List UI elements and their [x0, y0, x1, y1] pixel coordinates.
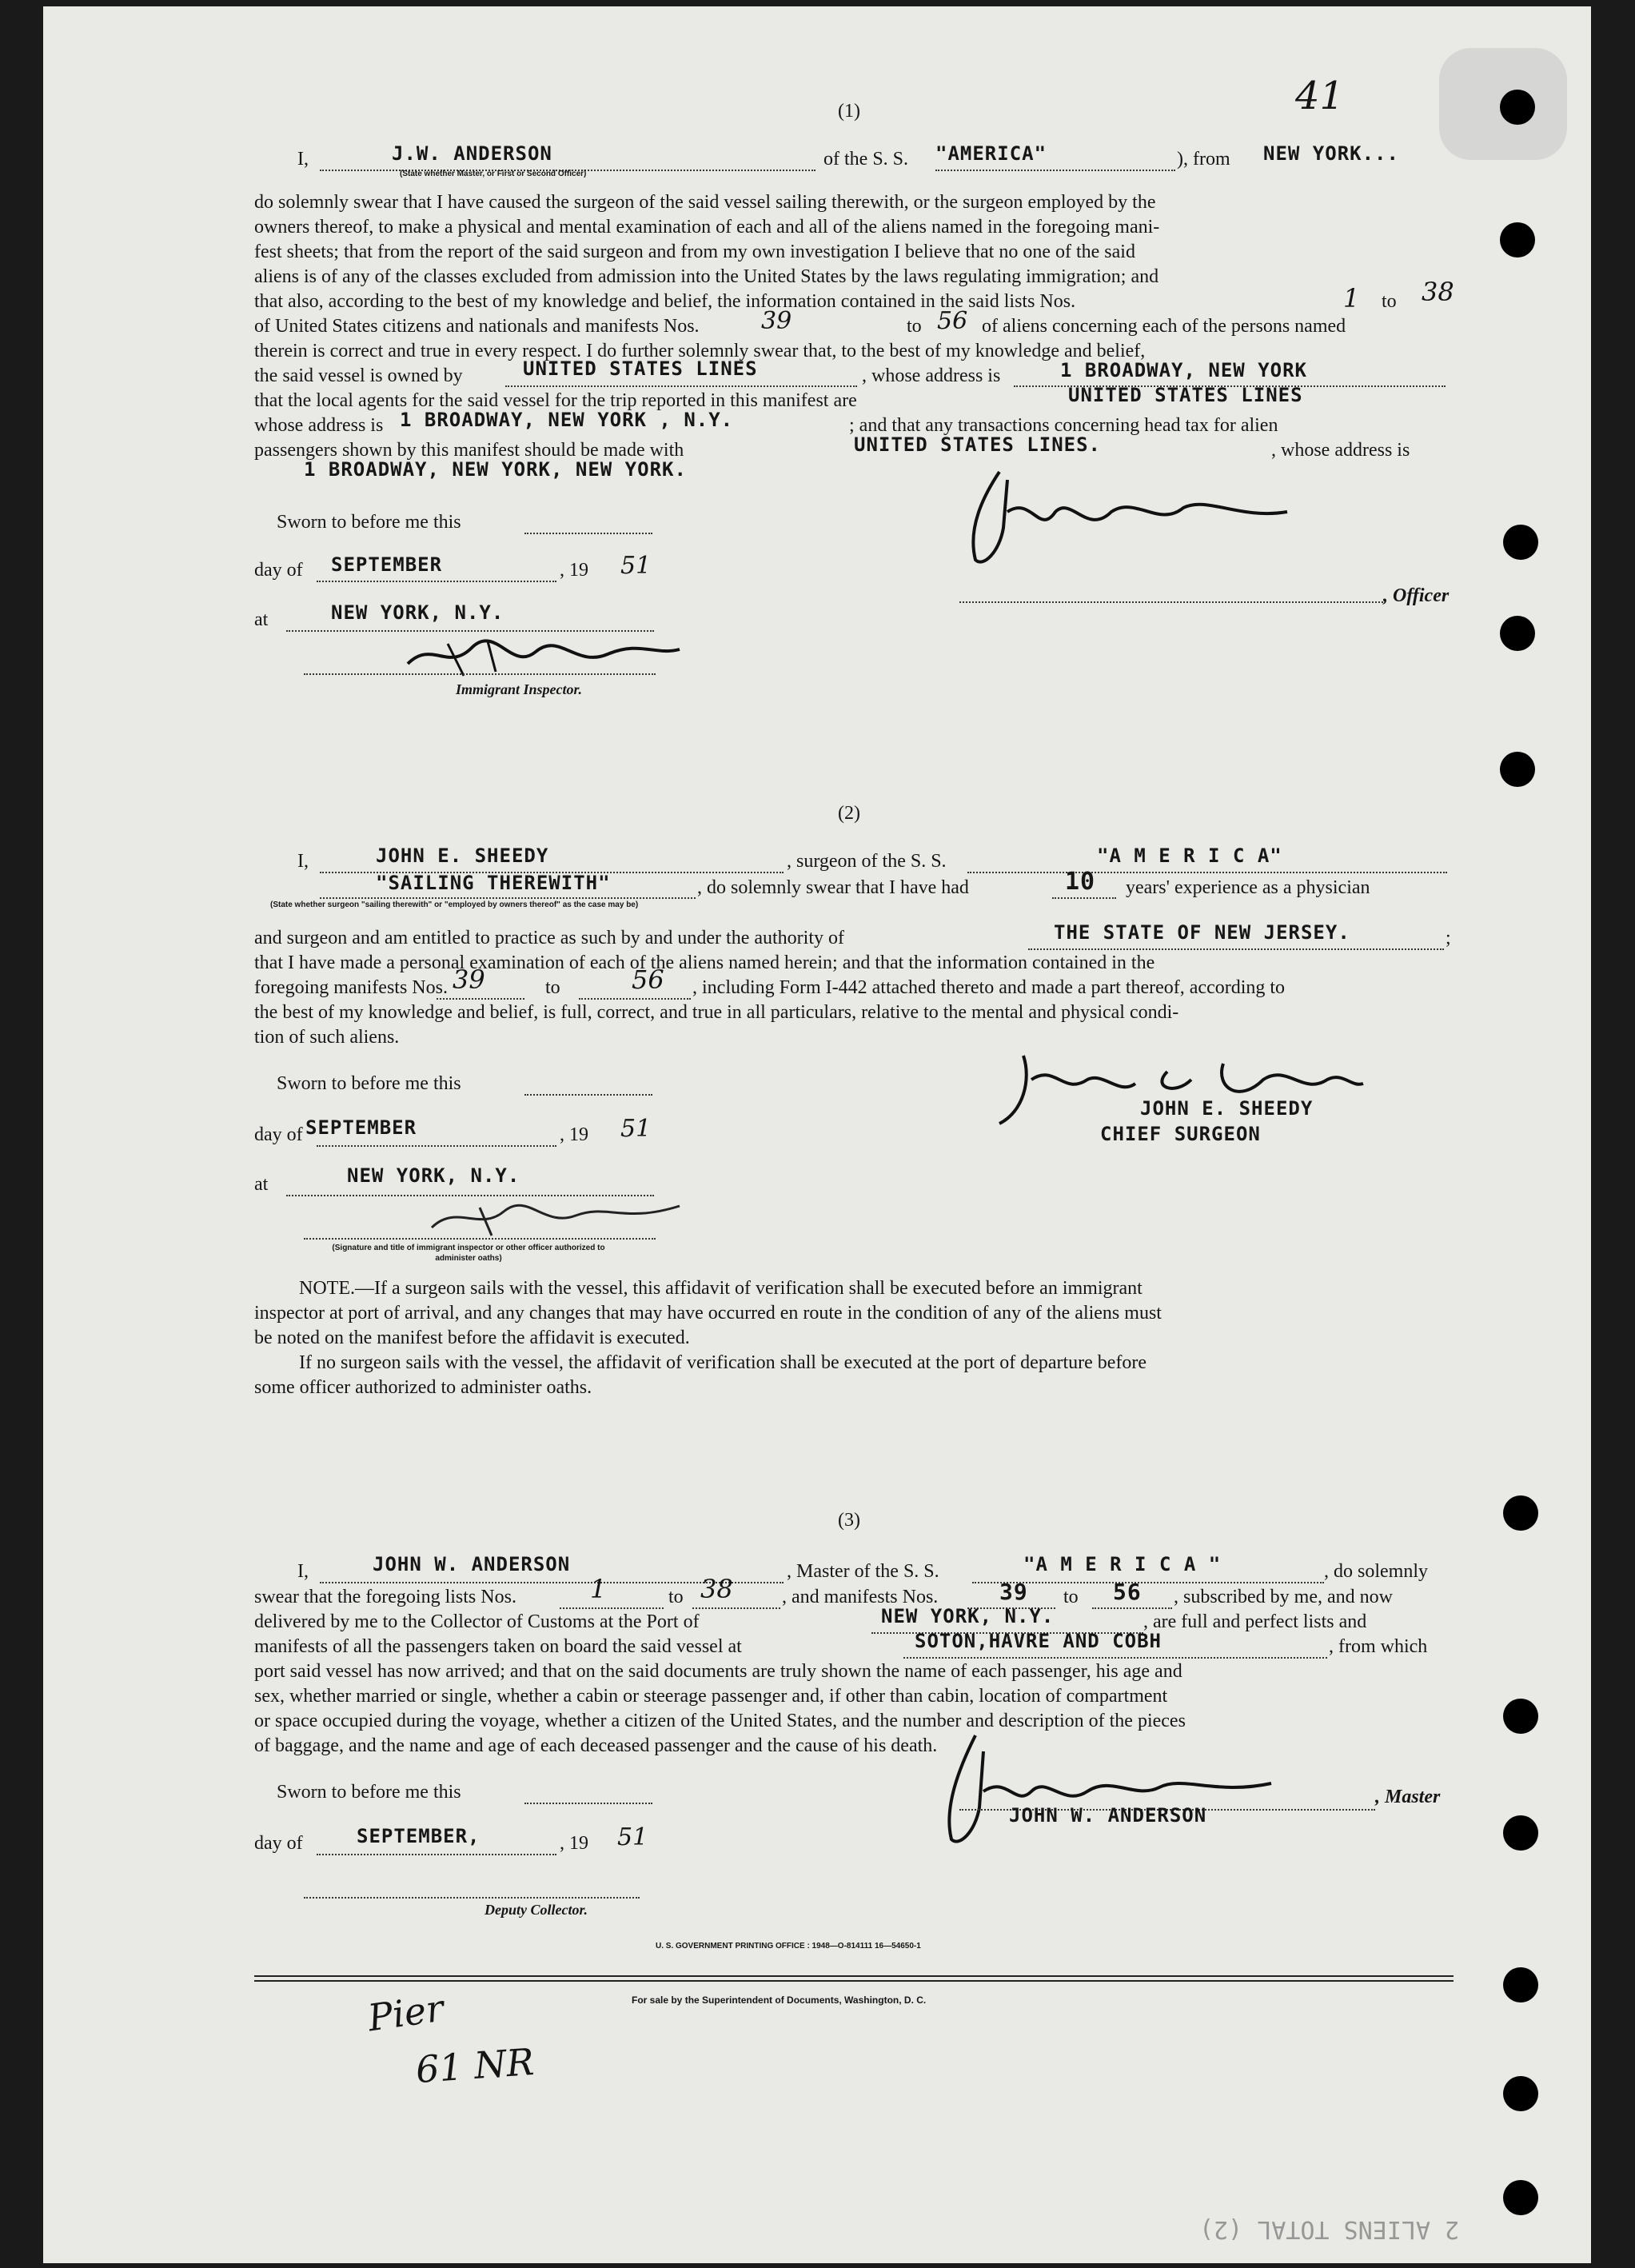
- section2-authority: THE STATE OF NEW JERSEY.: [1054, 921, 1350, 944]
- section1-officer-caption2: , Officer: [1383, 585, 1450, 606]
- section1-ship-line: [935, 168, 1175, 171]
- section1-i-label: I,: [297, 149, 309, 170]
- section3-lists-from: 1: [590, 1574, 607, 1604]
- section1-officer-caption: (State whether Master, or First or Second Officer): [400, 170, 587, 178]
- section1-owner-address-label: , whose address is: [862, 365, 1001, 386]
- section2-caption: (State whether surgeon "sailing therewith" or "employed by owners thereof" as the case may be): [270, 900, 639, 909]
- section2-manifests-from-line: [437, 996, 524, 1000]
- section2-experience-text: years' experience as a physician: [1126, 877, 1370, 898]
- section2-manifests-from: 39: [453, 964, 485, 995]
- section1-aliens-text: of aliens concerning each of the persons named: [982, 316, 1346, 337]
- section1-owner-line: [505, 384, 857, 387]
- section2-year: 51: [620, 1115, 652, 1143]
- section3-line-2: delivered by me to the Collector of Customs at the Port of: [254, 1611, 700, 1632]
- section1-month: SEPTEMBER: [331, 553, 443, 576]
- section3-master-name: JOHN W. ANDERSON: [373, 1553, 571, 1575]
- section2-line-3: foregoing manifests Nos.: [254, 977, 448, 998]
- punch-hole: [1503, 1699, 1538, 1734]
- section1-day-of: day of: [254, 560, 303, 581]
- section1-inspector-caption: Immigrant Inspector.: [456, 681, 583, 697]
- section1-from-label: ), from: [1177, 149, 1230, 170]
- footer-for-sale: For sale by the Superintendent of Documents, Washington, D. C.: [632, 1994, 927, 2006]
- section2-heading: (2): [838, 803, 860, 824]
- punch-hole: [1503, 1495, 1538, 1531]
- section2-manifests-to: 56: [632, 964, 664, 995]
- section2-sailing: "SAILING THEREWITH": [376, 872, 611, 894]
- section2-note-5: some officer authorized to administer oaths.: [254, 1377, 592, 1398]
- section3-line-3: manifests of all the passengers taken on board the said vessel at: [254, 1636, 742, 1657]
- section1-manifests-to: 56: [937, 307, 968, 335]
- section2-swear-text: , do solemnly swear that I have had: [697, 877, 969, 898]
- punch-hole: [1500, 616, 1535, 651]
- section1-officer-name: J.W. ANDERSON: [392, 142, 552, 165]
- section1-heading: (1): [838, 101, 860, 122]
- section2-years: 10: [1065, 868, 1096, 896]
- section3-master-caption: , Master: [1375, 1787, 1441, 1807]
- section3-lists-to-label: to: [668, 1587, 684, 1607]
- section2-manifests-to-label: to: [545, 977, 560, 998]
- footer-rule-1: [254, 1975, 1454, 1977]
- section2-years-line: [1052, 896, 1116, 899]
- section2-surgeon-typed: JOHN E. SHEEDY: [1140, 1097, 1314, 1120]
- section2-ship-line: [967, 870, 1447, 873]
- section3-manifests-to-label: to: [1063, 1587, 1079, 1607]
- section3-subscribed: , subscribed by me, and now: [1174, 1587, 1393, 1607]
- section1-manifests-to-label: to: [907, 316, 922, 337]
- section1-year-prefix: , 19: [560, 560, 588, 581]
- section3-day-of: day of: [254, 1833, 303, 1854]
- footer-handwritten-note-1: Pier: [365, 1986, 447, 2040]
- section2-note-1: NOTE.—If a surgeon sails with the vessel, this affidavit of verification shall be executed before an immigrant: [299, 1278, 1143, 1299]
- section1-line-7: therein is correct and true in every respect. I do further solemnly swear that, to the best of my knowledge and belief,: [254, 341, 1146, 361]
- section2-sig-caption: (Signature and title of immigrant inspector or other officer authorized to administer oaths): [332, 1244, 605, 1263]
- section2-authority-semicolon: ;: [1446, 928, 1451, 948]
- section1-line-11: passengers shown by this manifest should be made with: [254, 440, 684, 461]
- section1-of-ss: of the S. S.: [823, 149, 909, 170]
- section1-head-tax-address-label: , whose address is: [1271, 440, 1410, 461]
- section3-ports-taken: SOTON,HAVRE AND COBH: [915, 1630, 1162, 1652]
- section3-sworn: Sworn to before me this: [277, 1782, 461, 1803]
- section3-master-typed: JOHN W. ANDERSON: [1009, 1804, 1207, 1827]
- section1-line-3: fest sheets; that from the report of the said surgeon and from my own investigation I believe that no one of the said: [254, 242, 1135, 262]
- section1-agents-address: 1 BROADWAY, NEW YORK , N.Y.: [400, 409, 734, 431]
- section1-year: 51: [620, 552, 652, 580]
- section2-sworn-line: [524, 1092, 652, 1096]
- section3-line-6: or space occupied during the voyage, whether a citizen of the United States, and the number and description of the pieces: [254, 1711, 1186, 1731]
- section3-and-manifests: , and manifests Nos.: [782, 1587, 939, 1607]
- footer-handwritten-note-2: 61 NR: [414, 2039, 536, 2092]
- section3-lists-from-line: [560, 1606, 664, 1609]
- section2-surgeon-title: CHIEF SURGEON: [1100, 1123, 1261, 1145]
- section3-manifests-from: 39: [999, 1579, 1028, 1605]
- section2-line-5: the best of my knowledge and belief, is full, correct, and true in all particulars, relative to the mental and physical condi-: [254, 1002, 1179, 1023]
- section2-inspector-line: [304, 1238, 656, 1240]
- section3-deputy-caption: Deputy Collector.: [485, 1902, 588, 1918]
- section3-month: SEPTEMBER,: [357, 1825, 481, 1847]
- section3-month-line: [317, 1852, 556, 1855]
- section2-day-of: day of: [254, 1124, 303, 1145]
- punch-hole: [1500, 222, 1535, 258]
- form-page: [43, 6, 1591, 2263]
- section3-year-prefix: , 19: [560, 1833, 588, 1854]
- document-scan: [43, 6, 1591, 2263]
- section1-line-9: that the local agents for the said vessel for the trip reported in this manifest are: [254, 390, 857, 411]
- section1-line-5: that also, according to the best of my knowledge and belief, the information contained in the said lists Nos.: [254, 291, 1076, 312]
- punch-hole: [1500, 752, 1535, 787]
- page-number: 41: [1295, 74, 1345, 118]
- section2-line-2: that I have made a personal examination of each of the aliens named herein; and that the information contained in the: [254, 952, 1155, 973]
- section1-line-4: aliens is of any of the classes excluded from admission into the United States by the laws regulating immigration; and: [254, 266, 1159, 287]
- section1-lists-to: 38: [1422, 277, 1454, 307]
- section3-heading: (3): [838, 1510, 860, 1531]
- section2-manifests-to-line: [579, 996, 691, 1000]
- section1-manifests-from: 39: [761, 307, 792, 335]
- section3-master-signature: [919, 1719, 1287, 1855]
- section3-manifests-to-line: [1092, 1606, 1172, 1609]
- section1-lists-from: 1: [1343, 283, 1360, 313]
- section2-line-4: , including Form I-442 attached thereto and made a part thereof, according to: [692, 977, 1286, 998]
- section3-ship: "A M E R I C A ": [1023, 1553, 1222, 1575]
- section3-lists-to-line: [692, 1606, 780, 1609]
- punch-hole: [1503, 1815, 1538, 1851]
- punch-hole: [1503, 525, 1538, 560]
- section2-note-2: inspector at port of arrival, and any changes that may have occurred en route in the condition of any of the aliens must: [254, 1303, 1162, 1324]
- section2-year-prefix: , 19: [560, 1124, 588, 1145]
- section3-line-7: of baggage, and the name and age of each deceased passenger and the cause of his death.: [254, 1735, 938, 1756]
- section3-solemnly: , do solemnly: [1324, 1561, 1428, 1582]
- section2-surgeon-name: JOHN E. SHEEDY: [376, 845, 549, 867]
- section2-note-4: If no surgeon sails with the vessel, the affidavit of verification shall be executed at the port of departure before: [299, 1352, 1147, 1373]
- section3-full-perfect: , are full and perfect lists and: [1143, 1611, 1367, 1632]
- section1-sworn-line: [524, 531, 652, 534]
- section3-line-1: swear that the foregoing lists Nos.: [254, 1587, 516, 1607]
- section2-surgeon-of: , surgeon of the S. S.: [787, 851, 947, 872]
- section1-line-1: do solemnly swear that I have caused the surgeon of the said vessel sailing therewith, or the surgeon employed by the: [254, 192, 1156, 213]
- section1-month-line: [317, 579, 556, 582]
- section1-agents: UNITED STATES LINES: [1068, 384, 1303, 406]
- section1-owner-address: 1 BROADWAY, NEW YORK: [1060, 359, 1307, 381]
- section3-line-5: sex, whether married or single, whether a cabin or steerage passenger and, if other than cabin, location of compartment: [254, 1686, 1168, 1707]
- footer-printing: U. S. GOVERNMENT PRINTING OFFICE : 1948—O-814111 16—54650-1: [656, 1942, 921, 1951]
- section2-at: at: [254, 1174, 269, 1195]
- section3-ports-taken-line: [903, 1655, 1327, 1659]
- section3-lists-to: 38: [700, 1574, 733, 1604]
- section3-master-of: , Master of the S. S.: [787, 1561, 939, 1582]
- section1-sworn: Sworn to before me this: [277, 512, 461, 533]
- section1-at: at: [254, 609, 269, 630]
- section2-note-3: be noted on the manifest before the affidavit is executed.: [254, 1328, 690, 1348]
- section2-ship: "A M E R I C A": [1097, 845, 1282, 867]
- footer-mirrored-text: 2 ALIENS TOTAL (2): [1199, 2215, 1460, 2243]
- section1-line-2: owners thereof, to make a physical and mental examination of each and all of the aliens named in the foregoing mani-: [254, 217, 1160, 238]
- section1-inspector-signature: [400, 632, 688, 680]
- section2-line-1: and surgeon and am entitled to practice as such by and under the authority of: [254, 928, 844, 948]
- section1-ship: "AMERICA": [935, 142, 1047, 165]
- footer-rule-2: [254, 1980, 1454, 1982]
- section3-from-which: , from which: [1329, 1636, 1428, 1657]
- section2-line-6: tion of such aliens.: [254, 1027, 400, 1048]
- section1-head-tax-party: UNITED STATES LINES.: [854, 433, 1101, 456]
- section3-sworn-line: [524, 1801, 652, 1804]
- punch-hole: [1503, 2180, 1538, 2215]
- section2-sailing-line: [320, 896, 696, 899]
- section1-place: NEW YORK, N.Y.: [331, 601, 504, 624]
- section2-authority-line: [1028, 947, 1444, 950]
- punch-hole: [1503, 2076, 1538, 2111]
- section3-manifests-to: 56: [1113, 1579, 1142, 1605]
- section1-from-port: NEW YORK...: [1263, 142, 1399, 165]
- section3-deputy-line: [304, 1897, 640, 1899]
- section1-line-6: of United States citizens and nationals and manifests Nos.: [254, 316, 700, 337]
- section3-year: 51: [617, 1823, 648, 1851]
- section2-i-label: I,: [297, 851, 309, 872]
- section1-officer-signature: [951, 464, 1303, 576]
- section3-port: NEW YORK, N.Y.: [881, 1605, 1055, 1627]
- section2-month: SEPTEMBER: [305, 1116, 417, 1139]
- section2-place: NEW YORK, N.Y.: [347, 1164, 520, 1187]
- section1-owner: UNITED STATES LINES: [523, 357, 758, 380]
- section2-inspector-signature: [424, 1192, 696, 1240]
- punch-hole: [1500, 90, 1535, 125]
- section1-head-tax-text: ; and that any transactions concerning head tax for alien: [849, 415, 1278, 436]
- section1-inspector-line: [304, 673, 656, 675]
- section2-sworn: Sworn to before me this: [277, 1073, 461, 1094]
- section2-month-line: [317, 1144, 556, 1147]
- section1-head-tax-address: 1 BROADWAY, NEW YORK, NEW YORK.: [304, 458, 687, 481]
- section1-lists-to-label: to: [1382, 291, 1397, 312]
- section3-i-label: I,: [297, 1561, 309, 1582]
- section1-line-8: the said vessel is owned by: [254, 365, 463, 386]
- section1-officer-sign-line: [959, 601, 1383, 603]
- section1-line-10: whose address is: [254, 415, 384, 436]
- punch-hole: [1503, 1967, 1538, 2002]
- section3-line-4: port said vessel has now arrived; and that on the said documents are truly shown the name of each passenger, his age and: [254, 1661, 1182, 1682]
